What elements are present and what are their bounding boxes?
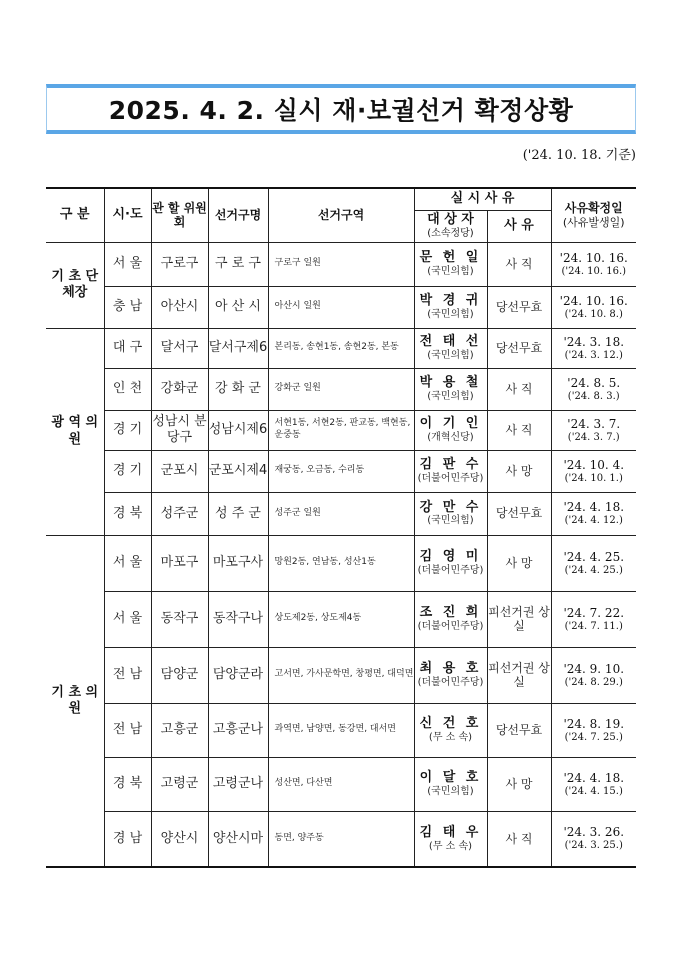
district-cell: 고령군나: [208, 757, 268, 811]
occur-date: ('24. 4. 15.): [564, 785, 623, 797]
candidate-party: (국민의힘): [427, 308, 474, 320]
confirm-date: '24. 3. 7.: [567, 416, 621, 431]
candidate-name: 김 영 미: [419, 549, 482, 565]
table-row: [46, 286, 636, 328]
target-cell: [414, 757, 487, 811]
area-cell: 재궁동, 오금동, 수리동: [268, 450, 414, 492]
confirm-date: '24. 9. 10.: [563, 661, 625, 676]
confirm-date: '24. 10. 16.: [559, 250, 628, 265]
district-cell: 성남시제6: [208, 410, 268, 450]
province-cell: 경 기: [104, 410, 151, 450]
committee-cell: 고령군: [151, 757, 208, 811]
occur-date: ('24. 8. 29.): [564, 676, 623, 688]
candidate-party: (개혁신당): [427, 431, 474, 443]
occur-date: ('24. 7. 11.): [564, 620, 623, 632]
date-cell: [551, 535, 636, 591]
candidate-name: 문 헌 일: [419, 250, 482, 266]
table-row: [46, 811, 636, 867]
table-row: [46, 647, 636, 703]
province-cell: 경 북: [104, 492, 151, 535]
reason-cell: 당선무효: [487, 286, 551, 328]
area-cell: 성산면, 다산면: [268, 757, 414, 811]
title-box: [46, 84, 636, 134]
header-target: [414, 210, 487, 242]
date-cell: [551, 492, 636, 535]
district-cell: 강 화 군: [208, 368, 268, 410]
province-cell: 서 울: [104, 535, 151, 591]
committee-cell: 성남시 분당구: [151, 410, 208, 450]
group-label: 기 초 의 원: [46, 535, 104, 867]
confirm-date: '24. 8. 5.: [567, 375, 621, 390]
table-row: [46, 703, 636, 757]
group-label: 광 역 의 원: [46, 328, 104, 535]
election-table: [46, 187, 636, 868]
header-confirm-date-sub: (사유발생일): [562, 215, 625, 229]
date-note: ('24. 10. 18. 기준): [522, 148, 636, 163]
date-cell: [551, 647, 636, 703]
reason-cell: 당선무효: [487, 703, 551, 757]
candidate-party: (무 소 속): [428, 731, 473, 743]
committee-cell: 고흥군: [151, 703, 208, 757]
confirm-date: '24. 10. 4.: [563, 457, 625, 472]
candidate-party: (국민의힘): [427, 265, 474, 277]
occur-date: ('24. 4. 12.): [564, 515, 623, 526]
province-cell: 전 남: [104, 703, 151, 757]
committee-cell: 군포시: [151, 450, 208, 492]
header-province: 시·도: [104, 188, 151, 242]
target-cell: [414, 535, 487, 591]
occur-date: ('24. 7. 25.): [564, 731, 623, 743]
area-cell: 성주군 일원: [268, 492, 414, 535]
candidate-name: 박 용 철: [419, 375, 482, 391]
confirm-date: '24. 8. 19.: [563, 716, 625, 731]
date-cell: [551, 811, 636, 867]
header-district-name: 선거구명: [208, 188, 268, 242]
district-cell: 담양군라: [208, 647, 268, 703]
committee-cell: 강화군: [151, 368, 208, 410]
date-cell: [551, 450, 636, 492]
committee-cell: 마포구: [151, 535, 208, 591]
header-reason: 사 유: [487, 210, 551, 242]
date-cell: [551, 591, 636, 647]
province-cell: 서 울: [104, 242, 151, 286]
area-cell: 서현1동, 서현2동, 판교동, 백현동, 운중동: [268, 410, 414, 450]
table-row: [46, 535, 636, 591]
candidate-party: (더불어민주당): [417, 472, 484, 484]
candidate-name: 이 기 인: [419, 416, 482, 432]
area-cell: 동면, 양주동: [268, 811, 414, 867]
candidate-name: 박 경 귀: [419, 293, 482, 309]
confirm-date: '24. 7. 22.: [563, 605, 625, 620]
occur-date: ('24. 10. 1.): [564, 472, 623, 484]
area-cell: 구로구 일원: [268, 242, 414, 286]
occur-date: ('24. 10. 8.): [564, 308, 623, 320]
district-cell: 군포시제4: [208, 450, 268, 492]
reason-cell: 사 망: [487, 757, 551, 811]
header-confirm-date: [551, 188, 636, 242]
area-cell: 아산시 일원: [268, 286, 414, 328]
reason-cell: 피선거권 상 실: [487, 647, 551, 703]
committee-cell: 담양군: [151, 647, 208, 703]
committee-cell: 구로구: [151, 242, 208, 286]
district-cell: 마포구사: [208, 535, 268, 591]
candidate-party: (더불어민주당): [417, 564, 484, 576]
candidate-name: 강 만 수: [419, 499, 482, 515]
header-confirm-date-label: 사유확정일: [564, 201, 623, 216]
reason-cell: 사 직: [487, 242, 551, 286]
date-cell: [551, 286, 636, 328]
table-row: [46, 368, 636, 410]
occur-date: ('24. 4. 25.): [564, 564, 623, 576]
district-cell: 성 주 군: [208, 492, 268, 535]
committee-cell: 동작구: [151, 591, 208, 647]
header-target-sub: (소속정당): [427, 227, 474, 239]
reason-cell: 피선거권 상 실: [487, 591, 551, 647]
confirm-date: '24. 4. 18.: [563, 500, 625, 514]
province-cell: 경 기: [104, 450, 151, 492]
candidate-name: 전 태 선: [419, 334, 482, 350]
area-cell: 과역면, 남양면, 동강면, 대서면: [268, 703, 414, 757]
occur-date: ('24. 3. 25.): [564, 840, 623, 852]
table-row: [46, 410, 636, 450]
province-cell: 전 남: [104, 647, 151, 703]
table-row: [46, 591, 636, 647]
confirm-date: '24. 3. 18.: [563, 334, 625, 349]
confirm-date: '24. 4. 18.: [563, 770, 625, 785]
candidate-party: (더불어민주당): [417, 620, 484, 632]
province-cell: 인 천: [104, 368, 151, 410]
date-cell: [551, 368, 636, 410]
date-cell: [551, 328, 636, 368]
candidate-name: 최 용 호: [419, 661, 482, 677]
province-cell: 경 북: [104, 757, 151, 811]
date-cell: [551, 410, 636, 450]
reason-cell: 사 망: [487, 535, 551, 591]
area-cell: 강화군 일원: [268, 368, 414, 410]
candidate-name: 조 진 희: [419, 605, 482, 621]
candidate-party: (무 소 속): [428, 840, 473, 852]
target-cell: [414, 703, 487, 757]
table-row: [46, 328, 636, 368]
province-cell: 경 남: [104, 811, 151, 867]
reason-cell: 당선무효: [487, 492, 551, 535]
province-cell: 서 울: [104, 591, 151, 647]
area-cell: 망원2동, 연남동, 성산1동: [268, 535, 414, 591]
table-row: [46, 757, 636, 811]
district-cell: 달서구제6: [208, 328, 268, 368]
header-cause-group: 실 시 사 유: [414, 188, 551, 210]
area-cell: 상도제2동, 상도제4동: [268, 591, 414, 647]
confirm-date: '24. 10. 16.: [559, 293, 628, 308]
table-row: [46, 242, 636, 286]
occur-date: ('24. 8. 3.): [567, 390, 620, 402]
reason-cell: 사 직: [487, 368, 551, 410]
district-cell: 고흥군나: [208, 703, 268, 757]
reason-cell: 사 직: [487, 410, 551, 450]
confirm-date: '24. 4. 25.: [563, 549, 625, 564]
date-cell: [551, 757, 636, 811]
group-label: 기 초 단체장: [46, 242, 104, 328]
area-cell: 고서면, 가사문학면, 창평면, 대덕면: [268, 647, 414, 703]
district-cell: 구 로 구: [208, 242, 268, 286]
occur-date: ('24. 3. 12.): [564, 349, 623, 361]
target-cell: [414, 647, 487, 703]
target-cell: [414, 591, 487, 647]
header-target-label: 대 상 자: [427, 212, 474, 228]
table-row: [46, 450, 636, 492]
committee-cell: 달서구: [151, 328, 208, 368]
table-row: [46, 492, 636, 535]
candidate-party: (국민의힘): [427, 515, 474, 527]
district-cell: 양산시마: [208, 811, 268, 867]
occur-date: ('24. 3. 7.): [567, 431, 620, 443]
candidate-name: 이 달 호: [419, 770, 482, 786]
province-cell: 대 구: [104, 328, 151, 368]
candidate-name: 김 태 우: [419, 824, 482, 840]
area-cell: 본리동, 송현1동, 송현2동, 본동: [268, 328, 414, 368]
candidate-party: (국민의힘): [427, 785, 474, 797]
header-district-area: 선거구역: [268, 188, 414, 242]
target-cell: [414, 368, 487, 410]
occur-date: ('24. 10. 16.): [561, 265, 627, 277]
header-committee: 관 할 위원회: [151, 188, 208, 242]
candidate-party: (국민의힘): [427, 390, 474, 402]
target-cell: [414, 811, 487, 867]
reason-cell: 사 직: [487, 811, 551, 867]
committee-cell: 양산시: [151, 811, 208, 867]
target-cell: [414, 450, 487, 492]
target-cell: [414, 242, 487, 286]
header-category: 구 분: [46, 188, 104, 242]
committee-cell: 아산시: [151, 286, 208, 328]
date-cell: [551, 703, 636, 757]
committee-cell: 성주군: [151, 492, 208, 535]
reason-cell: 사 망: [487, 450, 551, 492]
target-cell: [414, 492, 487, 535]
target-cell: [414, 328, 487, 368]
reason-cell: 당선무효: [487, 328, 551, 368]
district-cell: 아 산 시: [208, 286, 268, 328]
target-cell: [414, 410, 487, 450]
date-cell: [551, 242, 636, 286]
candidate-party: (국민의힘): [427, 349, 474, 361]
target-cell: [414, 286, 487, 328]
candidate-name: 신 건 호: [419, 716, 482, 732]
candidate-name: 김 판 수: [419, 457, 482, 473]
candidate-party: (더불어민주당): [417, 676, 484, 688]
province-cell: 충 남: [104, 286, 151, 328]
district-cell: 동작구나: [208, 591, 268, 647]
page-title: 2025. 4. 2. 실시 재·보궐선거 확정상황: [108, 96, 574, 125]
confirm-date: '24. 3. 26.: [563, 825, 625, 840]
